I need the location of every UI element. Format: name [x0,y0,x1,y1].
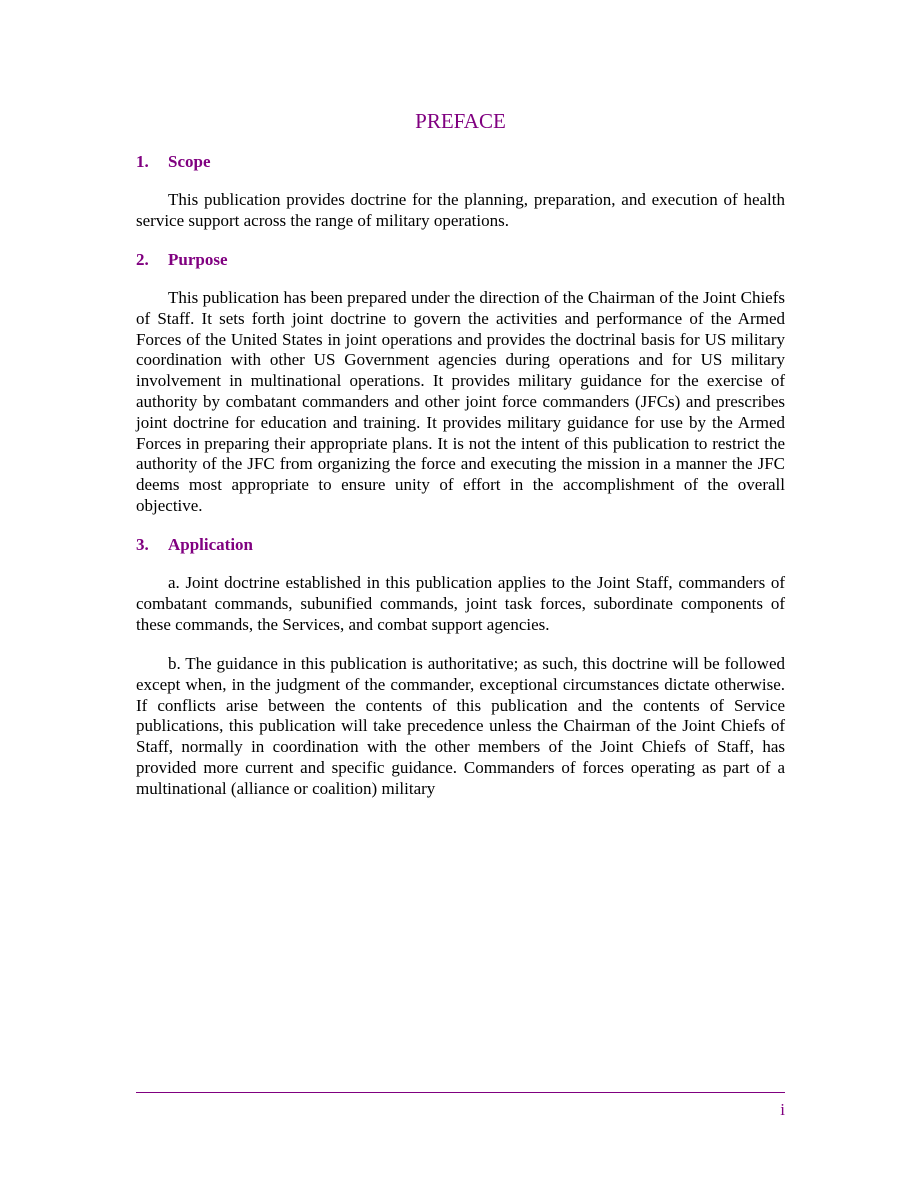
document-page [136,0,785,1191]
page-title: PREFACE [415,109,506,133]
scope-paragraph: This publication provides doctrine for the planning, preparation, and execution of health service support across the range of military operations. [136,190,785,230]
page-number: i [780,1100,785,1119]
section-heading-application [136,535,253,555]
application-paragraph-a: a. Joint doctrine established in this publication applies to the Joint Staff, commanders of combatant commands, subunified commands, joint task forces, subordinate components of these commands, the Services, and combat support agencies. [136,573,785,634]
application-paragraph-b: b. The guidance in this publication is authoritative; as such, this doctrine will be followed except when, in the judgment of the commander, exceptional circumstances dictate otherwise. If conflicts arise between the contents of this publication and the contents of Service publications, this publication will take precedence unless the Chairman of the Joint Chiefs of Staff, normally in coordination with the other members of the Joint Chiefs of Staff, has provided more current and specific guidance. Commanders of forces operating as part of a multinational (alliance or coalition) military [136,654,785,798]
section-number: 2. [136,250,149,269]
section-number: 3. [136,535,149,554]
section-title: Application [168,535,254,554]
footer-divider [136,1092,785,1093]
section-heading-purpose [136,250,228,270]
purpose-paragraph: This publication has been prepared under the direction of the Chairman of the Joint Chiefs of Staff. It sets forth joint doctrine to govern the activities and performance of the Armed Forces of the United States in joint operations and provides the doctrinal basis for US military coordination with other US Government agencies during operations and for US military involvement in multinational operations. It provides military guidance for the exercise of authority by combatant commanders and other joint force commanders (JFCs) and prescribes joint doctrine for education and training. It provides military guidance for use by the Armed Forces in preparing their appropriate plans. It is not the intent of this publication to restrict the authority of the JFC from organizing the force and executing the mission in a manner the JFC deems most appropriate to ensure unity of effort in the accomplishment of the overall objective. [136,288,785,515]
section-number: 1. [136,152,149,171]
section-title: Scope [168,152,211,171]
section-title: Purpose [168,250,228,269]
section-heading-scope [136,152,211,172]
